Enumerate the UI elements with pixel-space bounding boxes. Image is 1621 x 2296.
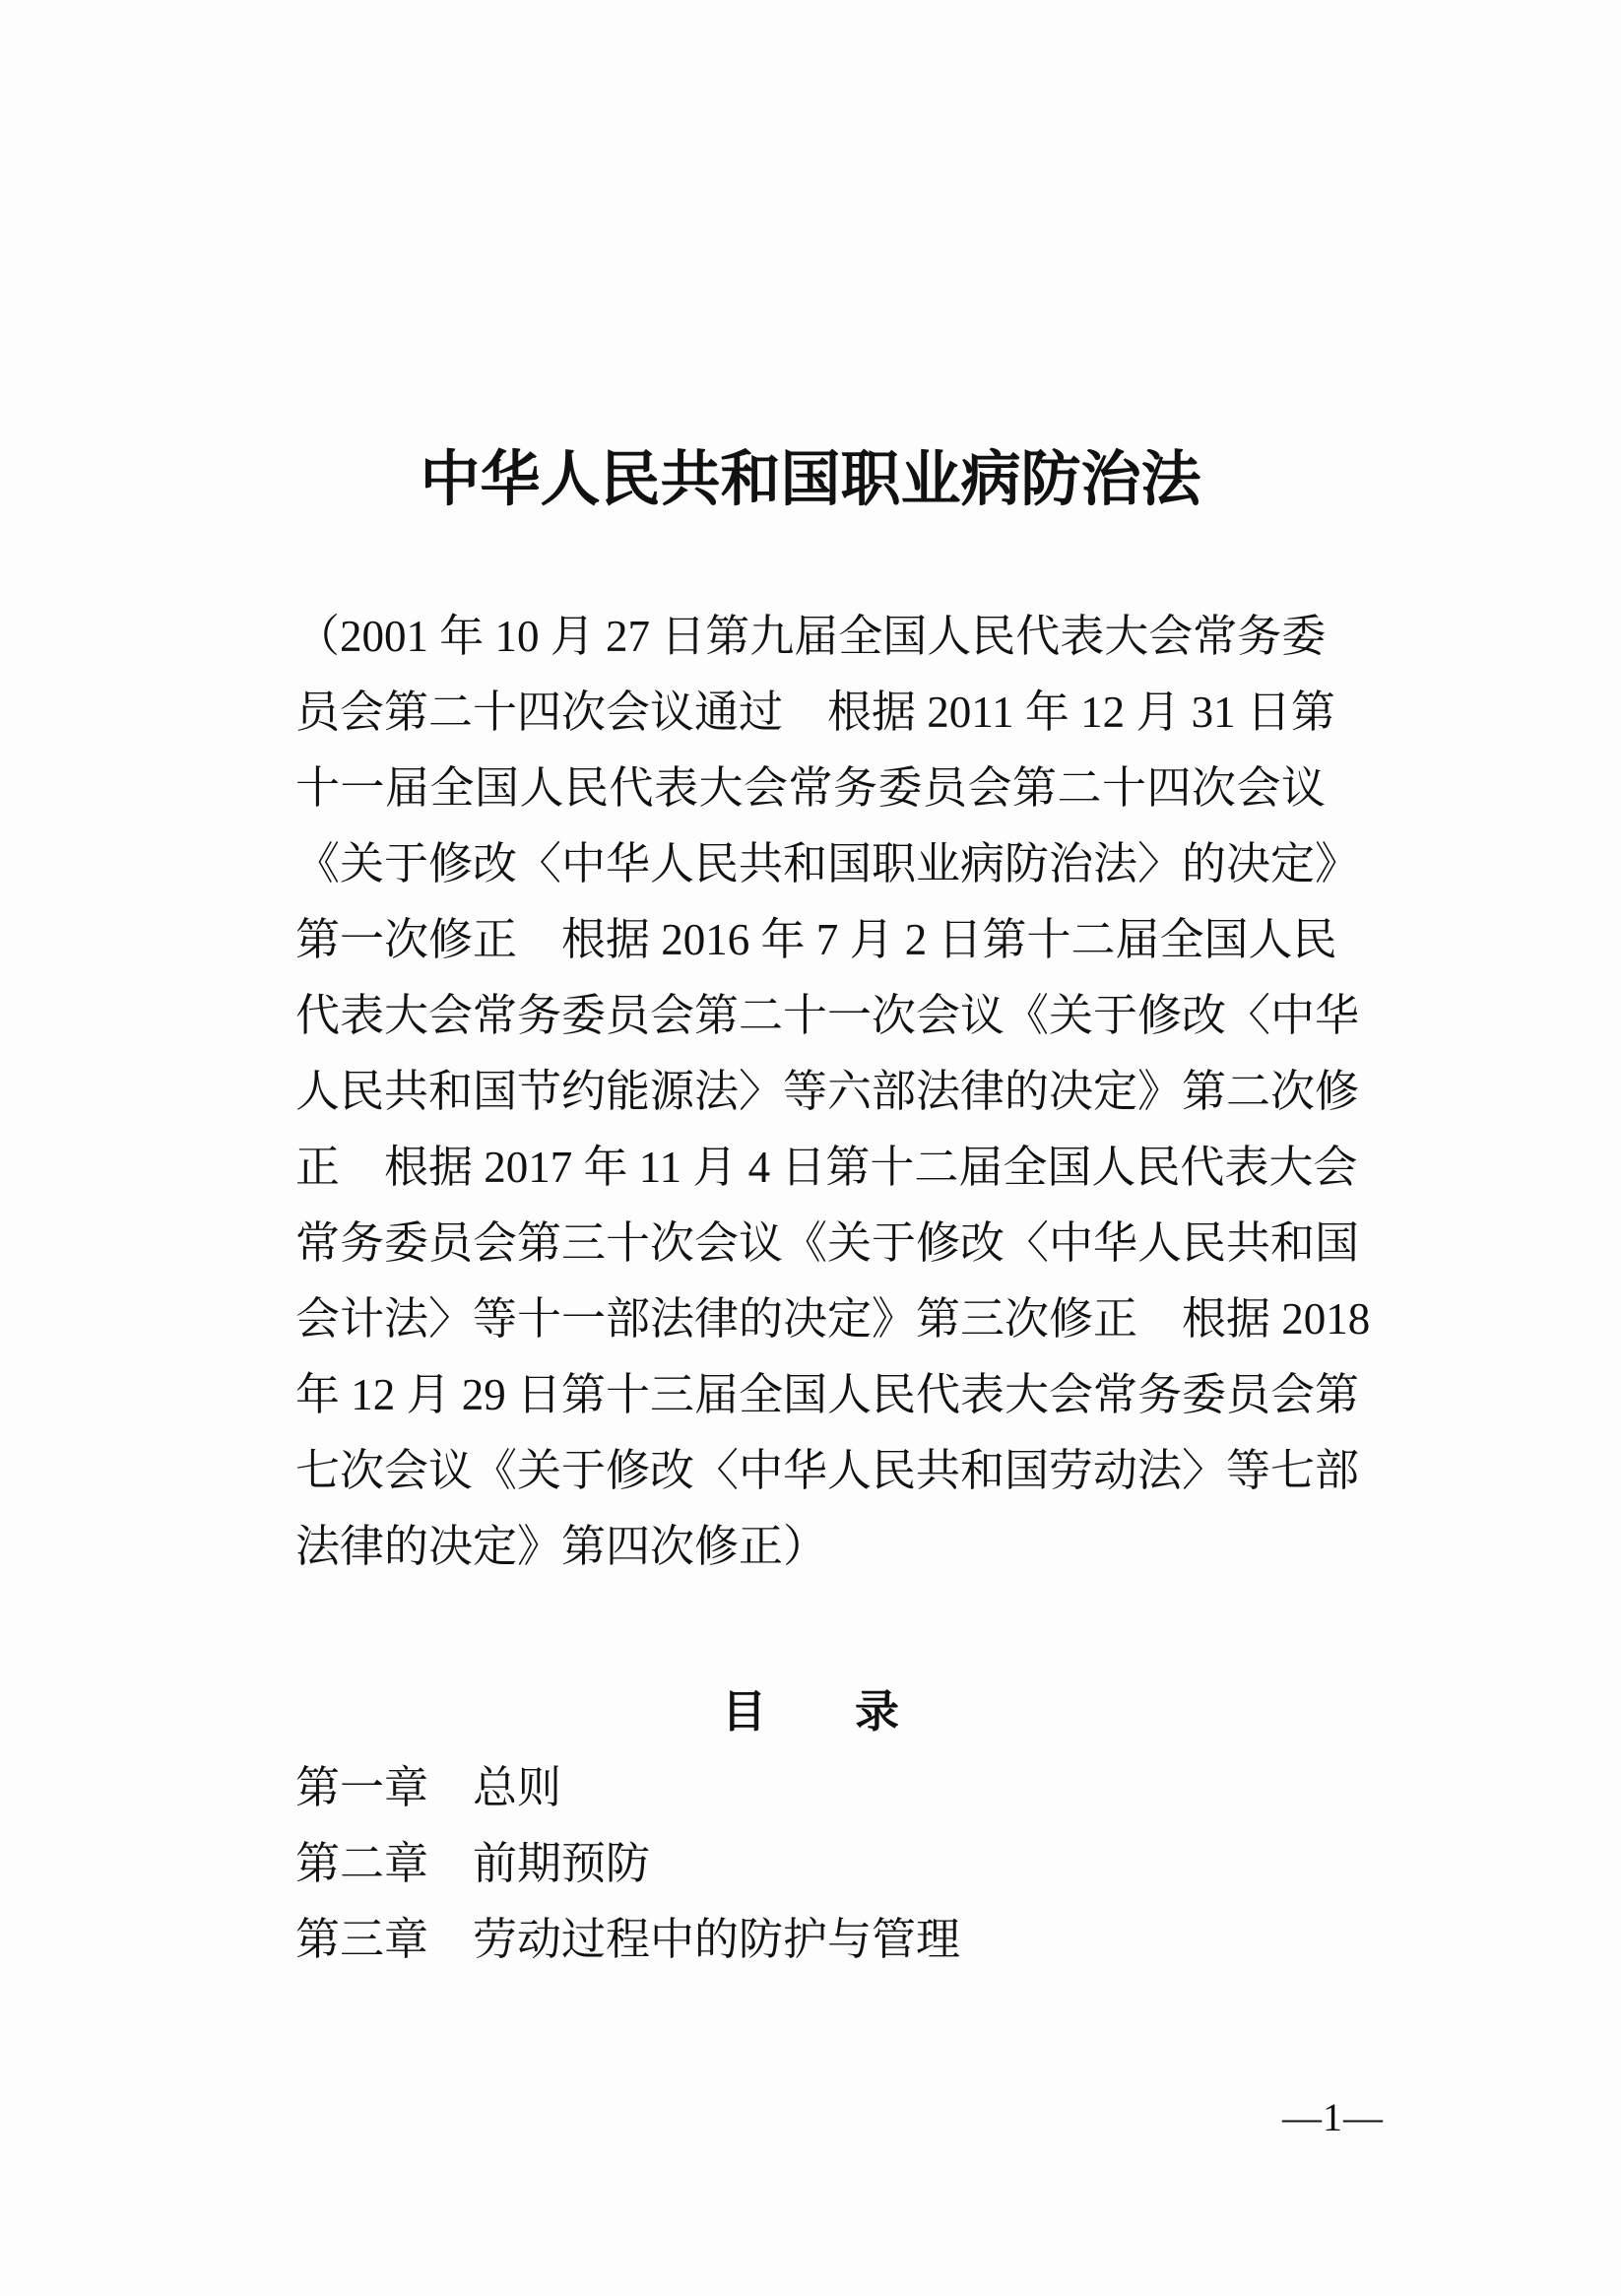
preamble-line: 法律的决定》第四次修正）: [295, 1522, 828, 1571]
preamble-line: 《关于修改〈中华人民共和国职业病防治法〉的决定》: [295, 839, 1360, 888]
toc-item-chapter-3: 第三章 劳动过程中的防护与管理: [295, 1915, 961, 1964]
preamble-line: 会计法〉等十一部法律的决定》第三次修正 根据 2018: [295, 1294, 1371, 1344]
preamble-line: 代表大会常务委员会第二十一次会议《关于修改〈中华: [295, 991, 1360, 1040]
preamble-line: 员会第二十四次会议通过 根据 2011 年 12 月 31 日第: [295, 688, 1335, 737]
toc-item-chapter-1: 第一章 总则: [295, 1763, 562, 1812]
toc-heading: 目 录: [721, 1687, 899, 1737]
preamble-line: 七次会议《关于修改〈中华人民共和国劳动法〉等七部: [295, 1446, 1360, 1495]
preamble-line: 年 12 月 29 日第十三届全国人民代表大会常务委员会第: [295, 1370, 1360, 1419]
preamble-line: 常务委员会第三十次会议《关于修改〈中华人民共和国: [295, 1218, 1360, 1268]
preamble-line: 第一次修正 根据 2016 年 7 月 2 日第十二届全国人民: [295, 915, 1337, 964]
preamble-line: 正 根据 2017 年 11 月 4 日第十二届全国人民代表大会: [295, 1143, 1358, 1192]
preamble-paragraph: [295, 599, 1371, 1585]
preamble-line: 人民共和国节约能源法〉等六部法律的决定》第二次修: [295, 1067, 1360, 1116]
document-title: 中华人民共和国职业病防治法: [420, 447, 1201, 513]
preamble-line: 十一届全国人民代表大会常务委员会第二十四次会议: [295, 763, 1326, 813]
page-number: —1—: [1282, 2095, 1384, 2139]
table-of-contents: [295, 1674, 1326, 1978]
preamble-line: （2001 年 10 月 27 日第九届全国人民代表大会常务委: [295, 612, 1327, 661]
toc-item-chapter-2: 第二章 前期预防: [295, 1839, 651, 1888]
